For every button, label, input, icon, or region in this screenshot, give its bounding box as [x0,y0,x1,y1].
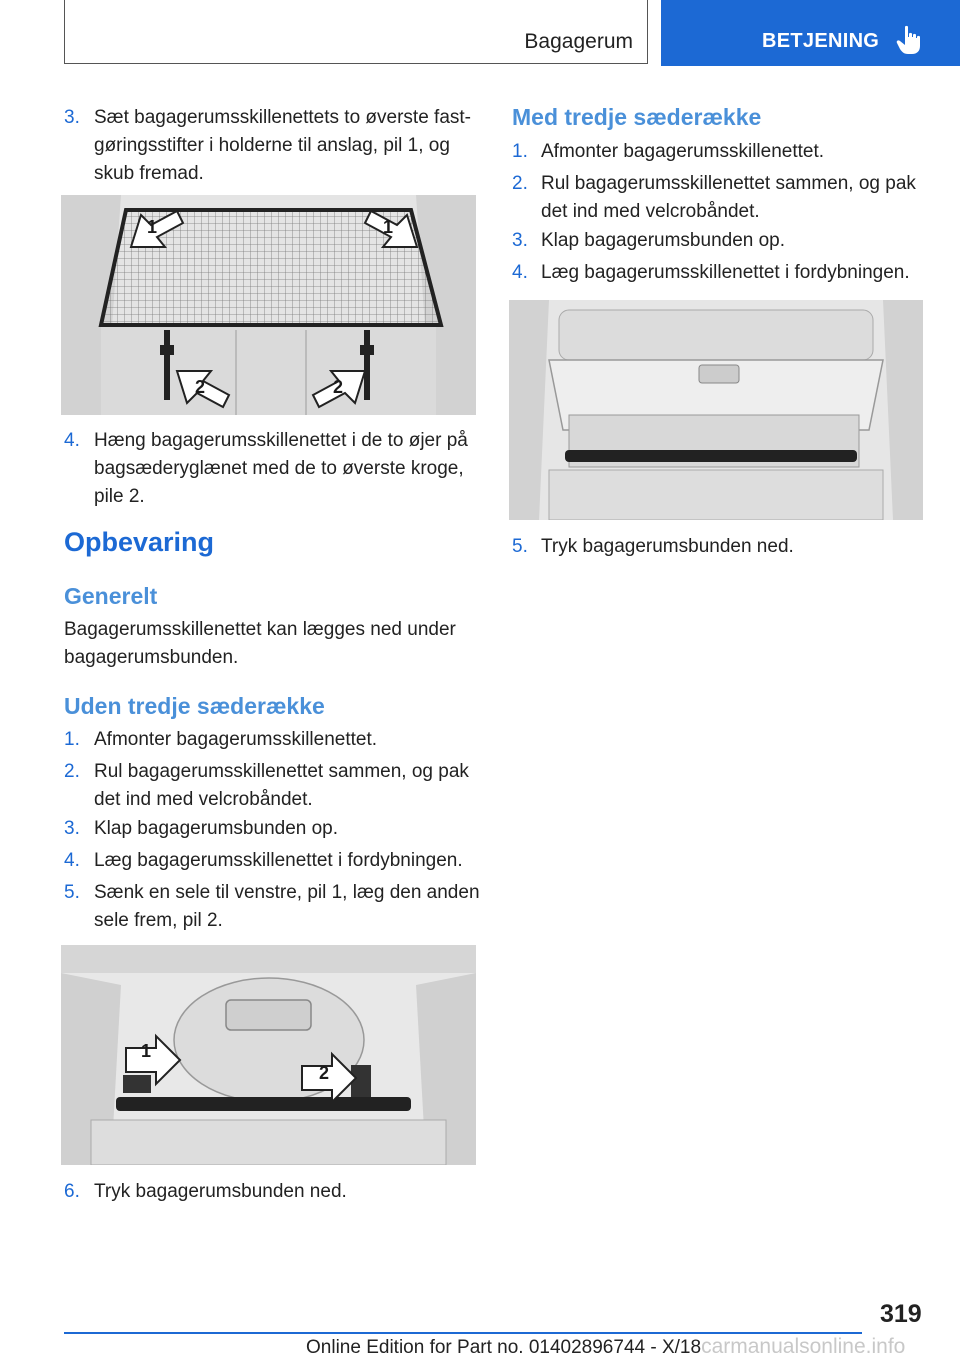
step-line: Sæt bagagerumsskillenettets to øverste fast‐ [94,107,471,128]
step-text: Tryk bagagerumsbunden ned. [94,1181,347,1202]
step-number: 1. [512,141,528,162]
edition-text [306,1335,905,1359]
watermark: carmanualsonline.info [701,1335,906,1358]
arrow-label: 2 [319,1063,330,1083]
step-line: det ind med velcrobåndet. [94,789,313,810]
subsection-heading: Uden tredje sæderække [64,693,325,719]
storage-compartment-illustration [61,945,476,1165]
step-line: sele frem, pil 2. [94,910,223,931]
page-number: 319 [880,1300,922,1328]
hand-pointer-icon [896,25,922,55]
step-text [94,879,489,935]
step-line: Afmonter bagagerumsskillenettet. [541,141,825,162]
arrow-label: 2 [333,377,344,397]
step-line: Klap bagagerumsbunden op. [541,230,786,251]
step-number: 4. [64,430,80,451]
arrow-1 [121,1029,183,1089]
paragraph-line: Bagagerumsskillenettet kan lægges ned under [64,619,456,640]
step-number: 2. [512,173,528,194]
paragraph-line: bagagerumsbunden. [64,647,239,668]
step-line: pile 2. [94,486,145,507]
step-number: 2. [64,761,80,782]
step-line: skub fremad. [94,163,204,184]
step-line: Rul bagagerumsskillenettet sammen, og pak [94,761,469,782]
step-text [541,170,936,226]
paragraph [64,616,484,672]
edition-label: Online Edition for Part no. 01402896744 - X/18 [306,1337,702,1358]
step-text [94,427,484,511]
step-number: 3. [64,107,80,128]
chapter-label: BETJENING [762,30,880,52]
subsection-heading: Med tredje sæderække [512,104,762,130]
step-text [94,758,484,814]
chapter-tab[interactable] [661,0,960,66]
step-number: 3. [64,818,80,839]
header-section-box [64,0,648,64]
arrow-label: 1 [383,217,394,237]
step-number: 1. [64,729,80,750]
subsection-heading: Generelt [64,583,158,609]
section-title: Bagagerum [524,30,633,53]
step-line: Hæng bagagerumsskillenettet i de to øjer på [94,430,468,451]
third-row-compartment-illustration [509,300,923,520]
step-line: Læg bagagerumsskillenettet i fordybningen. [541,262,910,283]
step-text: Tryk bagagerumsbunden ned. [541,536,794,557]
arrow-label: 1 [141,1041,152,1061]
step-line: det ind med velcrobåndet. [541,201,760,222]
step-number: 4. [512,262,528,283]
step-line: Klap bagagerumsbunden op. [94,818,339,839]
section-heading: Opbevaring [64,527,215,557]
step-line: Rul bagagerumsskillenettet sammen, og pak [541,173,916,194]
step-line: Sænk en sele til venstre, pil 1, læg den anden [94,882,480,903]
step-line: Læg bagagerumsskillenettet i fordybningen. [94,850,463,871]
cargo-net-illustration [61,195,476,415]
footer-divider [64,1332,862,1334]
step-number: 5. [512,536,528,557]
step-line: bagsæderyglænet med de to øverste kroge, [94,458,464,479]
step-text [94,104,484,188]
step-number: 6. [64,1181,80,1202]
step-number: 3. [512,230,528,251]
step-number: 5. [64,882,80,903]
step-line: gøringsstifter i holderne til anslag, pil 1, og [94,135,450,156]
arrow-label: 1 [147,217,158,237]
arrow-label: 2 [195,377,206,397]
step-line: Afmonter bagagerumsskillenettet. [94,729,378,750]
step-number: 4. [64,850,80,871]
